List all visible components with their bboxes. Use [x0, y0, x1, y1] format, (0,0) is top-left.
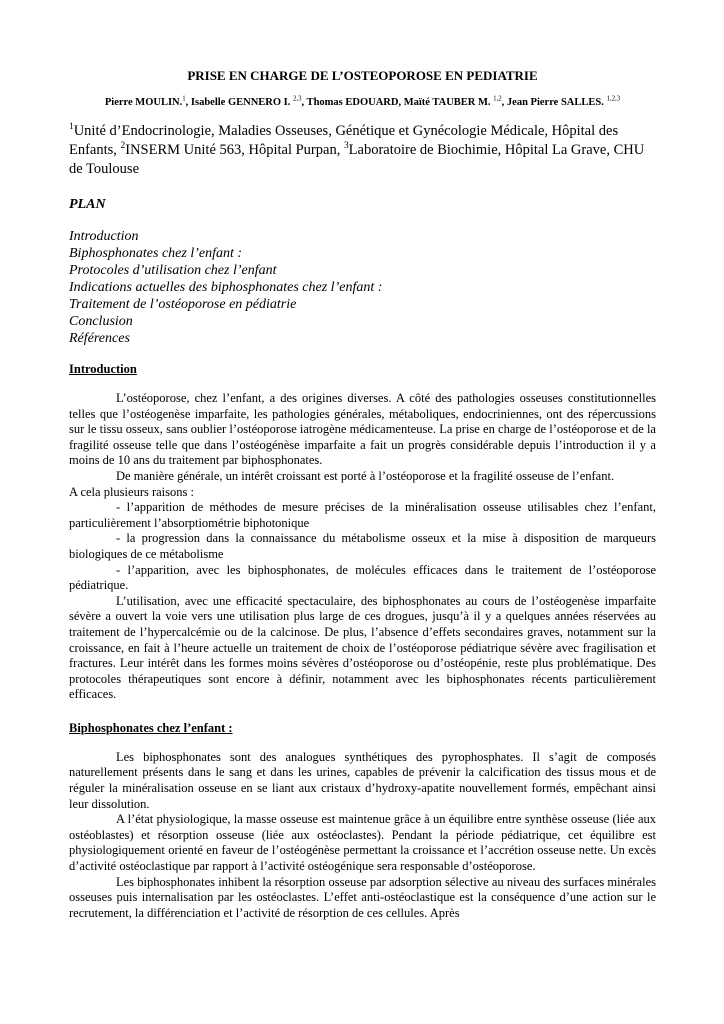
paragraph: L’ostéoporose, chez l’enfant, a des origines diverses. A côté des pathologies osseuses constitutionnelles telles que l’ostéogenèse imparfaite, les pathologies générales, métaboliques, endocriniennes, ont des répercussions sur le tissu osseux, sans oublier l’ostéoporose iatrogène médicamenteuse. La prise en charge de l’ostéoporose et de la fragilité osseuse telle que dans l’ostéogénèse imparfaite a fait un progrès considérable depuis l’introduction il y a moins de 10 ans du traitement par biphosphonates. — [69, 391, 656, 468]
affiliation-number: 2 — [120, 141, 126, 152]
list-item: - l’apparition de méthodes de mesure précises de la minéralisation osseuse utilisables chez l’enfant, particulièrement l’absorptiométrie biphotonique — [69, 500, 656, 530]
author-name: Jean Pierre SALLES. — [506, 97, 604, 108]
list-item: - la progression dans la connaissance du métabolisme osseux et la mise à disposition de marqueurs biologiques de ce métabolisme — [69, 531, 656, 561]
list-item: - l’apparition, avec les biphosphonates, de molécules efficaces dans le traitement de l’ostéoporose pédiatrique. — [69, 562, 656, 593]
author-separator: , — [501, 97, 507, 108]
author-separator: , — [185, 97, 191, 108]
plan-item: Introduction — [69, 229, 139, 244]
paragraph: A cela plusieurs raisons : — [69, 484, 194, 499]
plan-list — [69, 228, 656, 347]
affiliations — [69, 122, 656, 179]
paragraph: De manière générale, un intérêt croissant est porté à l’ostéoporose et la fragilité osseuse de l’enfant. — [116, 468, 615, 483]
author-name: Isabelle GENNERO I. — [190, 97, 291, 108]
affiliation-text: Unité d’Endocrinologie, Maladies Osseuses, Génétique et Gynécologie Médicale, Hôpital des Enfants, — [69, 123, 619, 158]
section-heading-introduction: Introduction — [69, 362, 137, 376]
author-line — [57, 96, 668, 110]
plan-item: Traitement de l’ostéoporose en pédiatrie — [69, 297, 297, 312]
section-heading-biphosphonates: Biphosphonates chez l’enfant : — [69, 720, 233, 735]
author-affiliation-number: 1 — [182, 95, 186, 103]
author-affiliation-number: 1,2 — [493, 95, 502, 103]
document-page — [69, 68, 656, 921]
paragraph: Les biphosphonates sont des analogues synthétiques des pyrophosphates. Il s’agit de composés naturellement présents dans le sang et dans les urines, capables de prévenir la calcification des tissus mous et de réguler la minéralisation osseuse en se liant aux cristaux d’hydroxy-apatite nouvellement formés, empêchant ainsi leur dissolution. — [69, 749, 656, 811]
author-affiliation-number: 2,3 — [293, 95, 302, 103]
affiliation-number: 3 — [343, 141, 349, 152]
author-name: Thomas EDOUARD, Maïté TAUBER M. — [306, 97, 491, 108]
paragraph: Les biphosphonates inhibent la résorption osseuse par adsorption sélective au niveau des surfaces minérales osseuses puis internalisation par les ostéoclastes. L’effet anti-ostéoclastique est la conséquence d’une action sur le recrutement, la différenciation et l’activité de résorption de ces cellules. Après — [69, 874, 656, 920]
document-title: PRISE EN CHARGE DE L’OSTEOPOROSE EN PEDIATRIE — [187, 68, 538, 83]
affiliation-text: Laboratoire de Biochimie, Hôpital La Grave, CHU de Toulouse — [69, 142, 645, 177]
affiliation-number: 1 — [69, 122, 74, 133]
plan-item: Conclusion — [69, 314, 133, 329]
plan-heading: PLAN — [69, 197, 106, 212]
author-name: Pierre MOULIN. — [104, 97, 183, 108]
plan-item: Références — [69, 331, 130, 346]
paragraph: L’utilisation, avec une efficacité spectaculaire, des biphosphonates au cours de l’ostéogenèse imparfaite sévère a ouvert la voie vers une utilisation plus large de ces drogues, jusqu’à il y a quelques années réservées au traitement de l’hypercalcémie ou de la calcinose. De plus, l’absence d’effets secondaires graves, notamment sur la croissance, en fait à l’heure actuelle un traitement de choix de l’ostéoporose pédiatrique sévère avec fragilisation et fractures. Leur intérêt dans les formes moins sévères d’ostéoporose ou d’ostéopénie, reste plus problématique. Des protocoles thérapeutiques sont encore à définir, notamment avec les biphosphonates récents particulièrement efficaces. — [69, 593, 656, 702]
author-affiliation-number: 1,2,3 — [606, 95, 621, 103]
plan-item: Indications actuelles des biphosphonates chez l’enfant : — [69, 280, 383, 295]
plan-item: Protocoles d’utilisation chez l’enfant — [69, 263, 277, 278]
plan-item: Biphosphonates chez l’enfant : — [69, 246, 243, 261]
paragraph: A l’état physiologique, la masse osseuse est maintenue grâce à un équilibre entre synthèse osseuse (liée aux ostéoblastes) et résorption osseuse (liée aux ostéoclastes). Pendant la période pédiatrique, cet équilibre est physiologiquement orienté en faveur de l’ostéogénèse permettant la croissance et l’accrétion osseuse nette. Un excès d’activité ostéoclastique par rapport à l’activité ostéogénique sera responsable d’ostéoporose. — [69, 812, 656, 874]
affiliation-text: INSERM Unité 563, Hôpital Purpan, — [125, 142, 344, 158]
author-separator: , — [301, 97, 307, 108]
